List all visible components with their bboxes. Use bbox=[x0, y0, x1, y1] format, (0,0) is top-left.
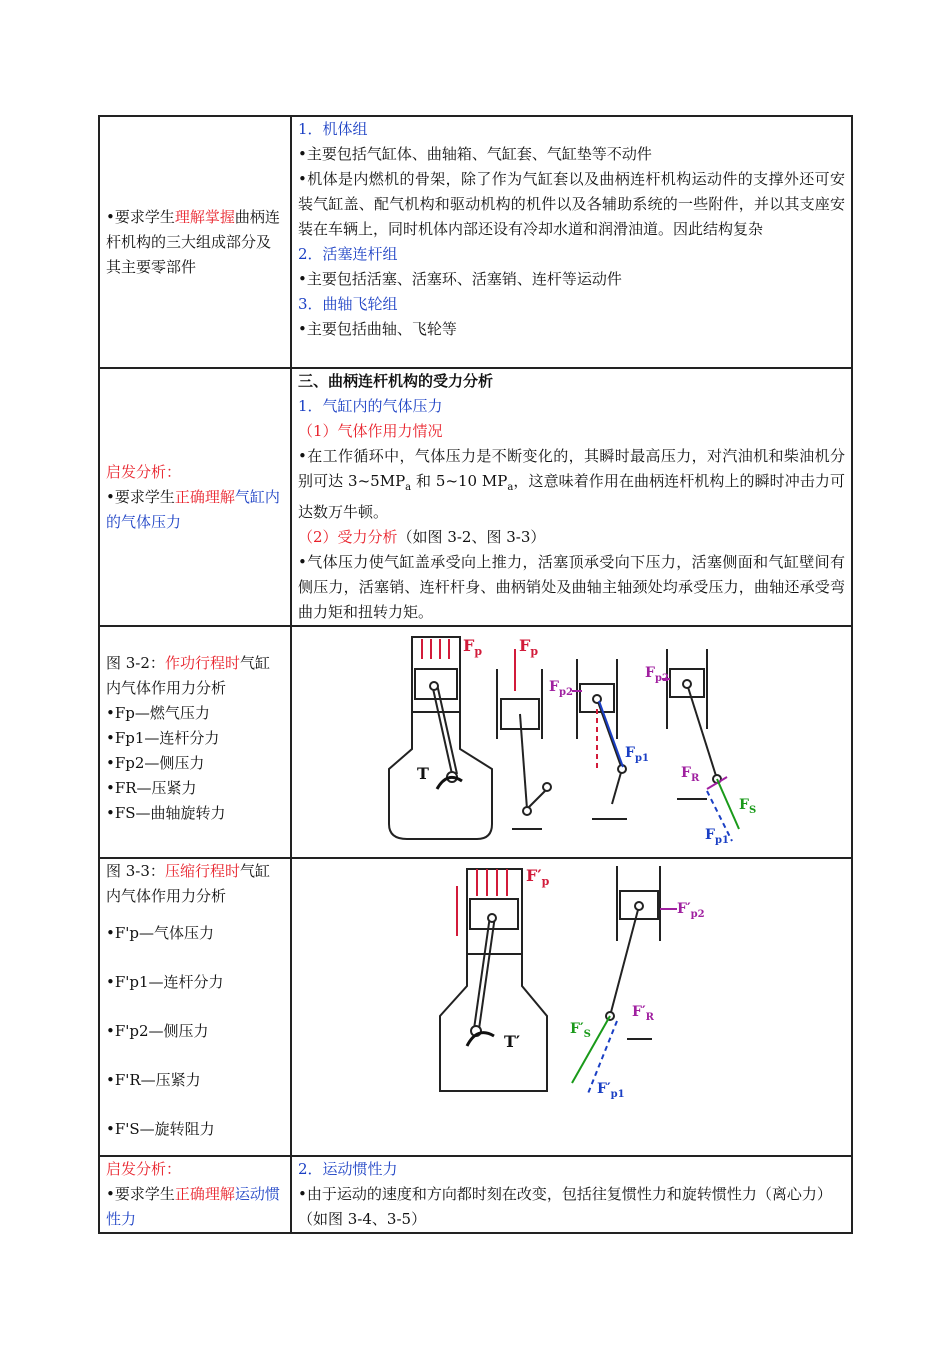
caption-cell: 图 3-2：作功行程时气缸内气体作用力分析 •Fp—燃气压力 •Fp1—连杆分力 •Fp2—侧压力 •FR—压紧力 •FS—曲轴旋转力 bbox=[99, 626, 291, 858]
section-heading: 2．运动惯性力 bbox=[298, 1160, 398, 1178]
list-item: •Fp—燃气压力 bbox=[106, 704, 210, 722]
list-item: •F'p1—连杆分力 bbox=[106, 973, 224, 991]
objective-cell: •要求学生理解掌握曲柄连杆机构的三大组成部分及其主要零部件 bbox=[99, 116, 291, 368]
label-fs: $F_S$ bbox=[738, 797, 756, 816]
list-item: •FS—曲轴旋转力 bbox=[106, 804, 226, 822]
label-fr: $F_R$ bbox=[680, 765, 699, 784]
label-fp1-b: $F_{p1}$ bbox=[704, 827, 729, 846]
section-heading: 2．活塞连杆组 bbox=[298, 245, 398, 263]
label-t-prime: T′ bbox=[503, 1032, 520, 1051]
label-fp: $F_p$ bbox=[462, 636, 482, 658]
list-item: •F'p2—侧压力 bbox=[106, 1022, 209, 1040]
label-fp-2: $F_p$ bbox=[518, 636, 538, 658]
figure-3-3 bbox=[432, 861, 712, 1111]
content-cell bbox=[291, 368, 852, 626]
section-heading: 1．气缸内的气体压力 bbox=[298, 397, 443, 415]
sub-heading: （1）气体作用力情况 bbox=[298, 422, 443, 440]
paragraph: •主要包括气缸体、曲轴箱、气缸套、气缸垫等不动件 bbox=[298, 145, 652, 163]
objective-cell: 启发分析： •要求学生正确理解运动惯性力 bbox=[99, 1156, 291, 1233]
table-row bbox=[99, 368, 852, 626]
table-row bbox=[99, 1156, 852, 1233]
figure-3-2 bbox=[377, 629, 767, 849]
section-heading: 1．机体组 bbox=[298, 120, 368, 138]
paragraph: •气体压力使气缸盖承受向上推力，活塞顶承受向下压力，活塞侧面和气缸壁间有侧压力，活塞销、连杆杆身、曲柄销处及曲轴主轴颈处均承受压力，曲轴还承受弯曲力矩和扭转力矩。 bbox=[298, 553, 845, 621]
label-fp2: $F_{p2}$ bbox=[548, 679, 573, 698]
section-heading: 3．曲轴飞轮组 bbox=[298, 295, 398, 313]
table-row bbox=[99, 626, 852, 858]
figure-3-2-cell bbox=[291, 626, 852, 858]
list-item: •Fp2—侧压力 bbox=[106, 754, 205, 772]
content-cell bbox=[291, 116, 852, 368]
section-title: 三、曲柄连杆机构的受力分析 bbox=[298, 372, 494, 390]
paragraph: •由于运动的速度和方向都时刻在改变，包括往复惯性力和旋转惯性力（离心力）（如图 3-4、3-5） bbox=[298, 1185, 832, 1228]
label-t: T bbox=[416, 764, 429, 783]
objective-cell: 启发分析： •要求学生正确理解气缸内的气体压力 bbox=[99, 368, 291, 626]
list-item: •FR—压紧力 bbox=[106, 779, 197, 797]
figure-3-3-cell bbox=[291, 858, 852, 1156]
list-item: •Fp1—连杆分力 bbox=[106, 729, 220, 747]
label-fr-prime: $F'_R$ bbox=[631, 1004, 654, 1023]
caption-cell: 图 3-3：压缩行程时气缸内气体作用力分析 •F'p—气体压力 •F'p1—连杆分力 •F'p2—侧压力 •F'R—压紧力 •F'S—旋转阻力 bbox=[99, 858, 291, 1156]
label-fs-prime: $F'_S$ bbox=[569, 1021, 591, 1040]
table-row bbox=[99, 858, 852, 1156]
paragraph: •主要包括曲轴、飞轮等 bbox=[298, 320, 457, 338]
list-item: •F'S—旋转阻力 bbox=[106, 1120, 215, 1138]
content-cell bbox=[291, 1156, 852, 1233]
paragraph: •主要包括活塞、活塞环、活塞销、连杆等运动件 bbox=[298, 270, 622, 288]
label-fp2-b: $F_{p2}$ bbox=[644, 665, 669, 684]
sub-heading: （2）受力分析（如图 3-2、图 3-3） bbox=[298, 528, 546, 546]
paragraph: •机体是内燃机的骨架，除了作为气缸套以及曲柄连杆机构运动件的支撑外还可安装气缸盖、配气机构和驱动机构的机件以及各辅助系统的一些附件，并以其支座安装在车辆上，同时机体内部还设有冷却水道和润滑油道。因此结构复杂 bbox=[298, 170, 845, 238]
label-fp1: $F_{p1}$ bbox=[624, 745, 649, 764]
label-fp2-prime: $F'_{p2}$ bbox=[676, 901, 705, 920]
table-row bbox=[99, 116, 852, 368]
list-item: •F'R—压紧力 bbox=[106, 1071, 201, 1089]
lesson-table bbox=[98, 115, 853, 1234]
list-item: •F'p—气体压力 bbox=[106, 924, 214, 942]
paragraph: •在工作循环中，气体压力是不断变化的，其瞬时最高压力，对汽油机和柴油机分别可达 $3\sim 5MP_a$ 和 5~10 $MP_a$，这意味着作用在曲柄连杆机构上的瞬时冲击力可达数万牛顿。 bbox=[298, 447, 845, 521]
label-fp1-prime: $F'_{p1}$ bbox=[596, 1081, 625, 1100]
label-fp-prime: $F'_p$ bbox=[525, 866, 549, 888]
